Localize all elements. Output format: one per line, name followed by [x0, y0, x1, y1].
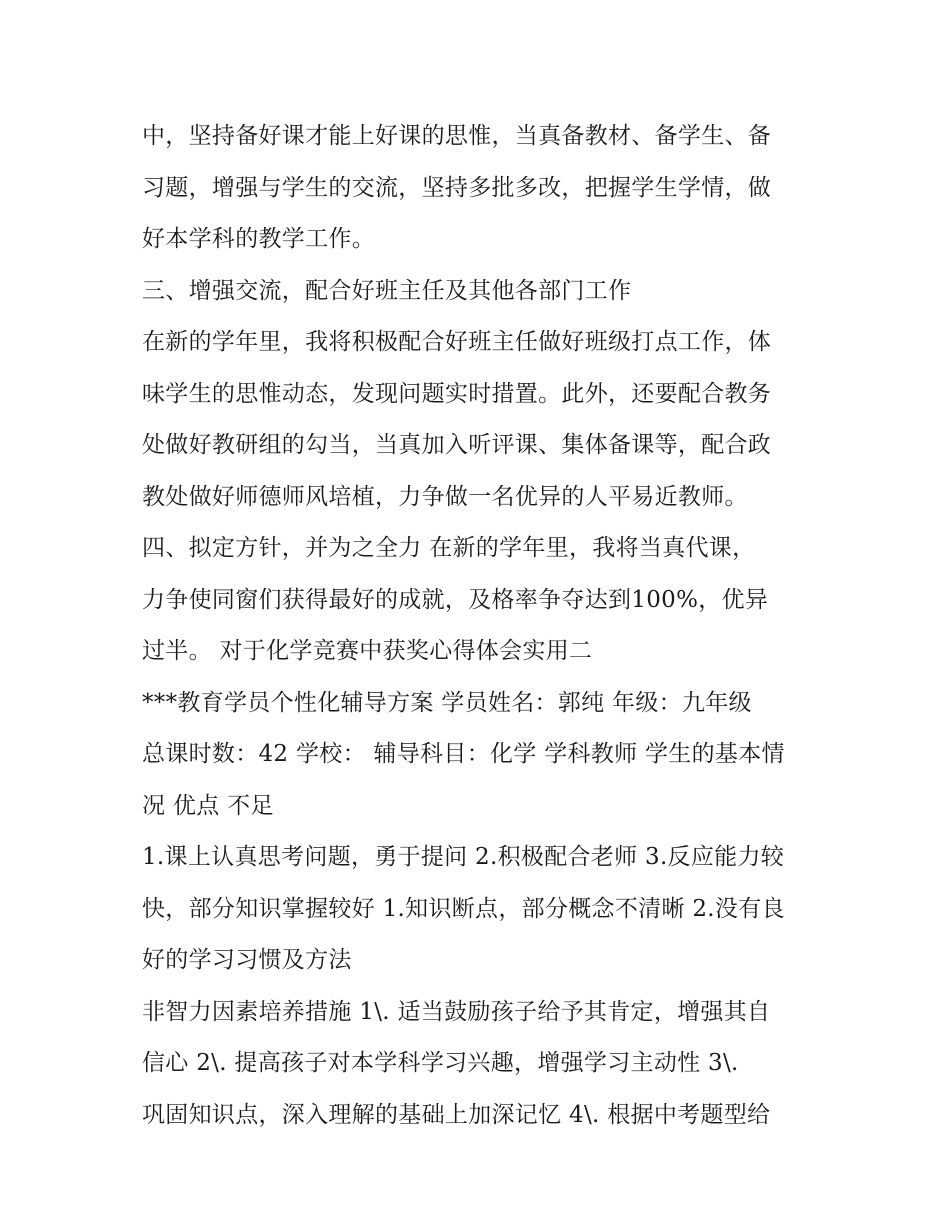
text-line: 四、拟定方针，并为之全力 在新的学年里，我将当真代课，: [142, 535, 756, 561]
text-line: 巩固知识点，深入理解的基础上加深记忆 4\. 根据中考题型给: [142, 1101, 771, 1128]
text-line: 在新的学年里，我将积极配合好班主任做好班级打点工作，体: [142, 329, 772, 355]
text-line: 习题，增强与学生的交流，坚持多批多改，把握学生学情，做: [142, 174, 772, 201]
text-line: 好的学习习惯及方法: [142, 947, 352, 973]
text-line: 1.课上认真思考问题，勇于提问 2.积极配合老师 3.反应能力较: [142, 844, 785, 870]
text-line: 况 优点 不足: [142, 792, 274, 819]
text-line: 总课时数：42 学校： 辅导科目：化学 学科教师 学生的基本情: [142, 741, 785, 767]
text-line: ***教育学员个性化辅导方案 学员姓名：郭纯 年级：九年级: [142, 689, 752, 716]
text-line: 非智力因素培养措施 1\. 适当鼓励孩子给予其肯定，增强其自: [142, 998, 771, 1025]
text-line: 过半。 对于化学竞赛中获奖心得体会实用二: [142, 638, 593, 664]
text-line: 教处做好师德师风培植，力争做一名优异的人平易近教师。: [142, 483, 748, 510]
section-heading: 三、增强交流，配合好班主任及其他各部门工作: [142, 277, 632, 304]
text-line: 中，坚持备好课才能上好课的思惟，当真备教材、备学生、备: [142, 123, 772, 149]
text-line: 信心 2\. 提高孩子对本学科学习兴趣，增强学习主动性 3\.: [142, 1050, 739, 1076]
text-line: 好本学科的教学工作。: [142, 226, 375, 252]
text-line: 力争使同窗们获得最好的成就，及格率争夺达到100%，优异: [142, 586, 769, 613]
text-line: 快，部分知识掌握较好 1.知识断点，部分概念不清晰 2.没有良: [142, 895, 785, 922]
document-body: [142, 111, 822, 1141]
text-line: 味学生的思惟动态，发现问题实时措置。此外，还要配合教务: [142, 380, 772, 407]
text-line: 处做好教研组的勾当，当真加入听评课、集体备课等，配合政: [142, 432, 772, 458]
